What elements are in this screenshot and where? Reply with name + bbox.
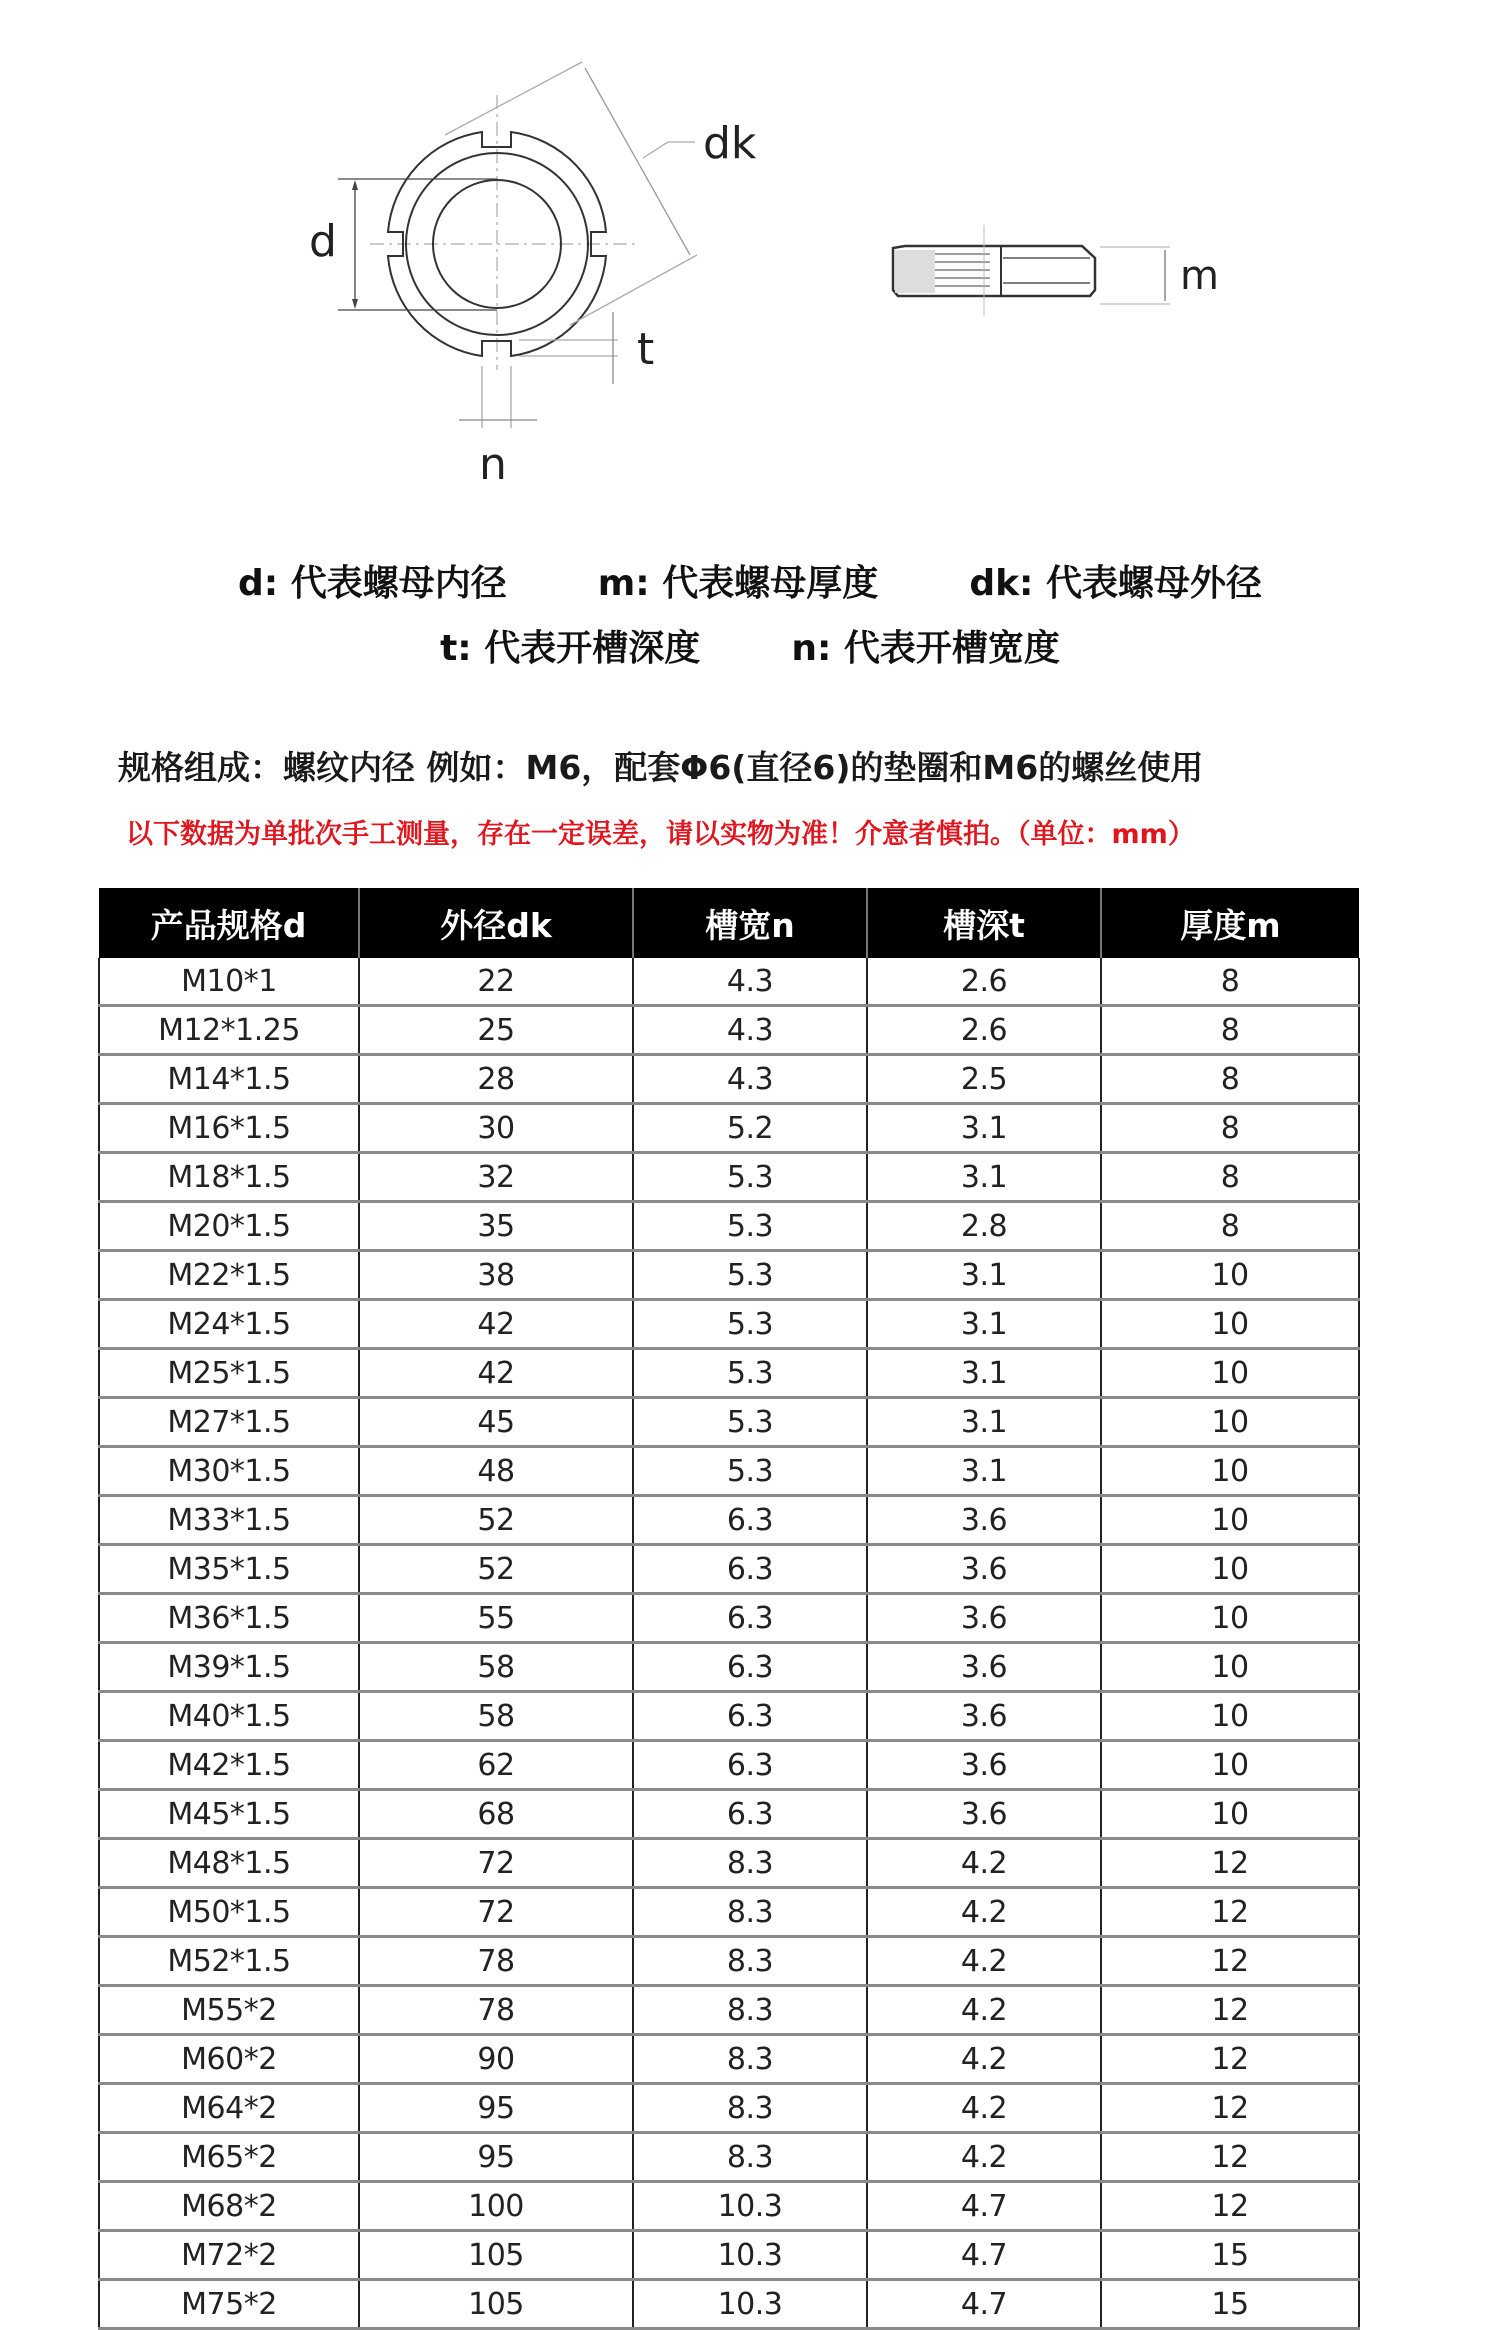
cell-slot-width-n: 5.3	[633, 1349, 867, 1398]
cell-slot-width-n: 5.2	[633, 1104, 867, 1153]
cell-slot-depth-t: 4.2	[867, 2133, 1101, 2182]
cell-spec-d: M52*1.5	[99, 1937, 359, 1986]
legend-row-2	[0, 620, 1500, 671]
cell-spec-d: M65*2	[99, 2133, 359, 2182]
cell-slot-width-n: 8.3	[633, 2133, 867, 2182]
table-row	[99, 1888, 1359, 1937]
cell-outer-dk: 22	[359, 958, 633, 1006]
table-row	[99, 1643, 1359, 1692]
cell-thickness-m: 10	[1101, 1251, 1359, 1300]
cell-thickness-m: 10	[1101, 1398, 1359, 1447]
table-row	[99, 1055, 1359, 1104]
cell-spec-d: M22*1.5	[99, 1251, 359, 1300]
cell-thickness-m: 10	[1101, 1349, 1359, 1398]
cell-slot-depth-t: 4.7	[867, 2182, 1101, 2231]
cell-slot-width-n: 6.3	[633, 1790, 867, 1839]
cell-thickness-m: 15	[1101, 2231, 1359, 2280]
cell-slot-depth-t: 3.6	[867, 1741, 1101, 1790]
cell-outer-dk: 72	[359, 1888, 633, 1937]
spec-table	[98, 888, 1360, 2330]
cell-slot-width-n: 8.3	[633, 1937, 867, 1986]
cell-spec-d: M75*2	[99, 2280, 359, 2329]
table-row	[99, 1937, 1359, 1986]
label-d: d	[309, 216, 337, 267]
legend-row-1	[0, 555, 1500, 606]
cell-slot-depth-t: 4.2	[867, 2084, 1101, 2133]
cell-thickness-m: 8	[1101, 1104, 1359, 1153]
cell-outer-dk: 72	[359, 1839, 633, 1888]
cell-spec-d: M68*2	[99, 2182, 359, 2231]
nut-side-view	[893, 225, 1170, 315]
cell-slot-depth-t: 3.1	[867, 1349, 1101, 1398]
cell-slot-depth-t: 3.6	[867, 1496, 1101, 1545]
cell-spec-d: M24*1.5	[99, 1300, 359, 1349]
cell-outer-dk: 30	[359, 1104, 633, 1153]
cell-thickness-m: 12	[1101, 1986, 1359, 2035]
cell-outer-dk: 38	[359, 1251, 633, 1300]
table-row	[99, 2035, 1359, 2084]
cell-slot-depth-t: 2.6	[867, 958, 1101, 1006]
cell-outer-dk: 105	[359, 2231, 633, 2280]
cell-slot-depth-t: 3.1	[867, 1153, 1101, 1202]
legend-t: t: 代表开槽深度	[440, 628, 701, 669]
cell-spec-d: M27*1.5	[99, 1398, 359, 1447]
cell-outer-dk: 78	[359, 1937, 633, 1986]
cell-outer-dk: 48	[359, 1447, 633, 1496]
legend-m: m: 代表螺母厚度	[597, 563, 879, 604]
cell-spec-d: M20*1.5	[99, 1202, 359, 1251]
table-row	[99, 1349, 1359, 1398]
cell-spec-d: M40*1.5	[99, 1692, 359, 1741]
cell-spec-d: M55*2	[99, 1986, 359, 2035]
cell-slot-width-n: 8.3	[633, 2084, 867, 2133]
cell-outer-dk: 78	[359, 1986, 633, 2035]
table-row	[99, 1741, 1359, 1790]
cell-slot-depth-t: 4.7	[867, 2231, 1101, 2280]
cell-thickness-m: 10	[1101, 1741, 1359, 1790]
cell-thickness-m: 12	[1101, 1937, 1359, 1986]
cell-thickness-m: 10	[1101, 1300, 1359, 1349]
cell-slot-depth-t: 4.2	[867, 1888, 1101, 1937]
cell-outer-dk: 100	[359, 2182, 633, 2231]
cell-spec-d: M25*1.5	[99, 1349, 359, 1398]
cell-thickness-m: 15	[1101, 2280, 1359, 2329]
table-row	[99, 1839, 1359, 1888]
cell-slot-width-n: 6.3	[633, 1496, 867, 1545]
cell-slot-width-n: 6.3	[633, 1594, 867, 1643]
cell-slot-width-n: 8.3	[633, 2035, 867, 2084]
cell-slot-depth-t: 4.7	[867, 2280, 1101, 2329]
label-n: n	[479, 439, 507, 490]
label-t: t	[637, 324, 655, 375]
cell-thickness-m: 10	[1101, 1545, 1359, 1594]
table-row	[99, 1692, 1359, 1741]
cell-slot-width-n: 4.3	[633, 1006, 867, 1055]
cell-outer-dk: 95	[359, 2133, 633, 2182]
cell-spec-d: M12*1.25	[99, 1006, 359, 1055]
table-row	[99, 1104, 1359, 1153]
cell-thickness-m: 8	[1101, 1055, 1359, 1104]
cell-slot-width-n: 5.3	[633, 1398, 867, 1447]
cell-thickness-m: 10	[1101, 1643, 1359, 1692]
cell-slot-width-n: 5.3	[633, 1447, 867, 1496]
cell-outer-dk: 62	[359, 1741, 633, 1790]
cell-spec-d: M36*1.5	[99, 1594, 359, 1643]
cell-thickness-m: 8	[1101, 1006, 1359, 1055]
cell-slot-width-n: 8.3	[633, 1888, 867, 1937]
cell-slot-width-n: 5.3	[633, 1153, 867, 1202]
table-row	[99, 1545, 1359, 1594]
cell-slot-width-n: 5.3	[633, 1202, 867, 1251]
cell-thickness-m: 8	[1101, 1202, 1359, 1251]
table-row	[99, 1202, 1359, 1251]
cell-spec-d: M39*1.5	[99, 1643, 359, 1692]
cell-slot-depth-t: 4.2	[867, 1839, 1101, 1888]
cell-outer-dk: 28	[359, 1055, 633, 1104]
cell-slot-width-n: 6.3	[633, 1545, 867, 1594]
cell-spec-d: M60*2	[99, 2035, 359, 2084]
cell-slot-depth-t: 4.2	[867, 1986, 1101, 2035]
cell-spec-d: M42*1.5	[99, 1741, 359, 1790]
cell-thickness-m: 10	[1101, 1790, 1359, 1839]
nut-diagram	[0, 0, 1500, 500]
spec-composition-note: 规格组成：螺纹内径 例如：M6，配套Φ6(直径6)的垫圈和M6的螺丝使用	[118, 748, 1204, 787]
cell-spec-d: M33*1.5	[99, 1496, 359, 1545]
cell-slot-width-n: 8.3	[633, 1986, 867, 2035]
cell-spec-d: M10*1	[99, 958, 359, 1006]
table-row	[99, 1251, 1359, 1300]
cell-slot-depth-t: 3.1	[867, 1447, 1101, 1496]
cell-slot-width-n: 4.3	[633, 958, 867, 1006]
table-row	[99, 2133, 1359, 2182]
cell-slot-depth-t: 2.5	[867, 1055, 1101, 1104]
table-row	[99, 1300, 1359, 1349]
slotted-round-nut-drawing	[0, 0, 1500, 500]
table-row	[99, 2084, 1359, 2133]
cell-slot-width-n: 6.3	[633, 1643, 867, 1692]
cell-slot-depth-t: 3.1	[867, 1398, 1101, 1447]
cell-outer-dk: 90	[359, 2035, 633, 2084]
cell-thickness-m: 10	[1101, 1496, 1359, 1545]
cell-outer-dk: 32	[359, 1153, 633, 1202]
cell-thickness-m: 8	[1101, 958, 1359, 1006]
cell-slot-depth-t: 3.1	[867, 1251, 1101, 1300]
cell-outer-dk: 42	[359, 1300, 633, 1349]
table-row	[99, 1447, 1359, 1496]
cell-outer-dk: 58	[359, 1643, 633, 1692]
cell-spec-d: M50*1.5	[99, 1888, 359, 1937]
cell-spec-d: M45*1.5	[99, 1790, 359, 1839]
cell-slot-width-n: 8.3	[633, 1839, 867, 1888]
cell-slot-depth-t: 4.2	[867, 2035, 1101, 2084]
cell-slot-width-n: 6.3	[633, 1692, 867, 1741]
cell-slot-width-n: 5.3	[633, 1300, 867, 1349]
cell-slot-width-n: 10.3	[633, 2280, 867, 2329]
table-header-row	[99, 888, 1359, 958]
cell-outer-dk: 52	[359, 1545, 633, 1594]
cell-spec-d: M35*1.5	[99, 1545, 359, 1594]
cell-slot-width-n: 5.3	[633, 1251, 867, 1300]
cell-spec-d: M64*2	[99, 2084, 359, 2133]
cell-thickness-m: 10	[1101, 1594, 1359, 1643]
label-m: m	[1180, 253, 1219, 299]
cell-slot-width-n: 10.3	[633, 2182, 867, 2231]
cell-thickness-m: 12	[1101, 1888, 1359, 1937]
header-slot-width-n: 槽宽n	[633, 888, 867, 958]
table-row	[99, 1398, 1359, 1447]
cell-outer-dk: 105	[359, 2280, 633, 2329]
cell-thickness-m: 12	[1101, 2182, 1359, 2231]
cell-slot-depth-t: 3.6	[867, 1594, 1101, 1643]
table-row	[99, 1496, 1359, 1545]
cell-slot-depth-t: 2.8	[867, 1202, 1101, 1251]
cell-thickness-m: 12	[1101, 2084, 1359, 2133]
cell-thickness-m: 12	[1101, 2133, 1359, 2182]
cell-thickness-m: 8	[1101, 1153, 1359, 1202]
cell-outer-dk: 35	[359, 1202, 633, 1251]
cell-outer-dk: 95	[359, 2084, 633, 2133]
legend-d: d: 代表螺母内径	[238, 563, 507, 604]
cell-spec-d: M48*1.5	[99, 1839, 359, 1888]
table-row	[99, 2231, 1359, 2280]
cell-slot-depth-t: 3.6	[867, 1643, 1101, 1692]
header-outer-dk: 外径dk	[359, 888, 633, 958]
legend-n: n: 代表开槽宽度	[791, 628, 1060, 669]
cell-slot-depth-t: 2.6	[867, 1006, 1101, 1055]
cell-slot-width-n: 4.3	[633, 1055, 867, 1104]
header-slot-depth-t: 槽深t	[867, 888, 1101, 958]
cell-slot-width-n: 10.3	[633, 2231, 867, 2280]
cell-thickness-m: 10	[1101, 1692, 1359, 1741]
cell-spec-d: M16*1.5	[99, 1104, 359, 1153]
cell-thickness-m: 12	[1101, 1839, 1359, 1888]
label-dk: dk	[703, 118, 757, 169]
cell-outer-dk: 52	[359, 1496, 633, 1545]
cell-thickness-m: 10	[1101, 1447, 1359, 1496]
cell-outer-dk: 68	[359, 1790, 633, 1839]
table-row	[99, 1986, 1359, 2035]
cell-slot-width-n: 6.3	[633, 1741, 867, 1790]
cell-thickness-m: 12	[1101, 2035, 1359, 2084]
cell-slot-depth-t: 3.1	[867, 1104, 1101, 1153]
table-row	[99, 958, 1359, 1006]
legend-dk: dk: 代表螺母外径	[969, 563, 1262, 604]
cell-spec-d: M30*1.5	[99, 1447, 359, 1496]
cell-outer-dk: 45	[359, 1398, 633, 1447]
header-thickness-m: 厚度m	[1101, 888, 1359, 958]
table-row	[99, 1006, 1359, 1055]
cell-outer-dk: 42	[359, 1349, 633, 1398]
cell-slot-depth-t: 3.6	[867, 1692, 1101, 1741]
cell-slot-depth-t: 3.6	[867, 1545, 1101, 1594]
table-row	[99, 1594, 1359, 1643]
cell-outer-dk: 25	[359, 1006, 633, 1055]
cell-spec-d: M14*1.5	[99, 1055, 359, 1104]
cell-slot-depth-t: 3.1	[867, 1300, 1101, 1349]
cell-slot-depth-t: 3.6	[867, 1790, 1101, 1839]
header-spec-d: 产品规格d	[99, 888, 359, 958]
cell-spec-d: M72*2	[99, 2231, 359, 2280]
cell-spec-d: M18*1.5	[99, 1153, 359, 1202]
table-row	[99, 1153, 1359, 1202]
table-row	[99, 1790, 1359, 1839]
cell-outer-dk: 55	[359, 1594, 633, 1643]
table-row	[99, 2280, 1359, 2329]
cell-slot-depth-t: 4.2	[867, 1937, 1101, 1986]
table-row	[99, 2182, 1359, 2231]
measurement-disclaimer: 以下数据为单批次手工测量，存在一定误差，请以实物为准！介意者慎拍。（单位：mm）	[126, 819, 1195, 850]
cell-outer-dk: 58	[359, 1692, 633, 1741]
